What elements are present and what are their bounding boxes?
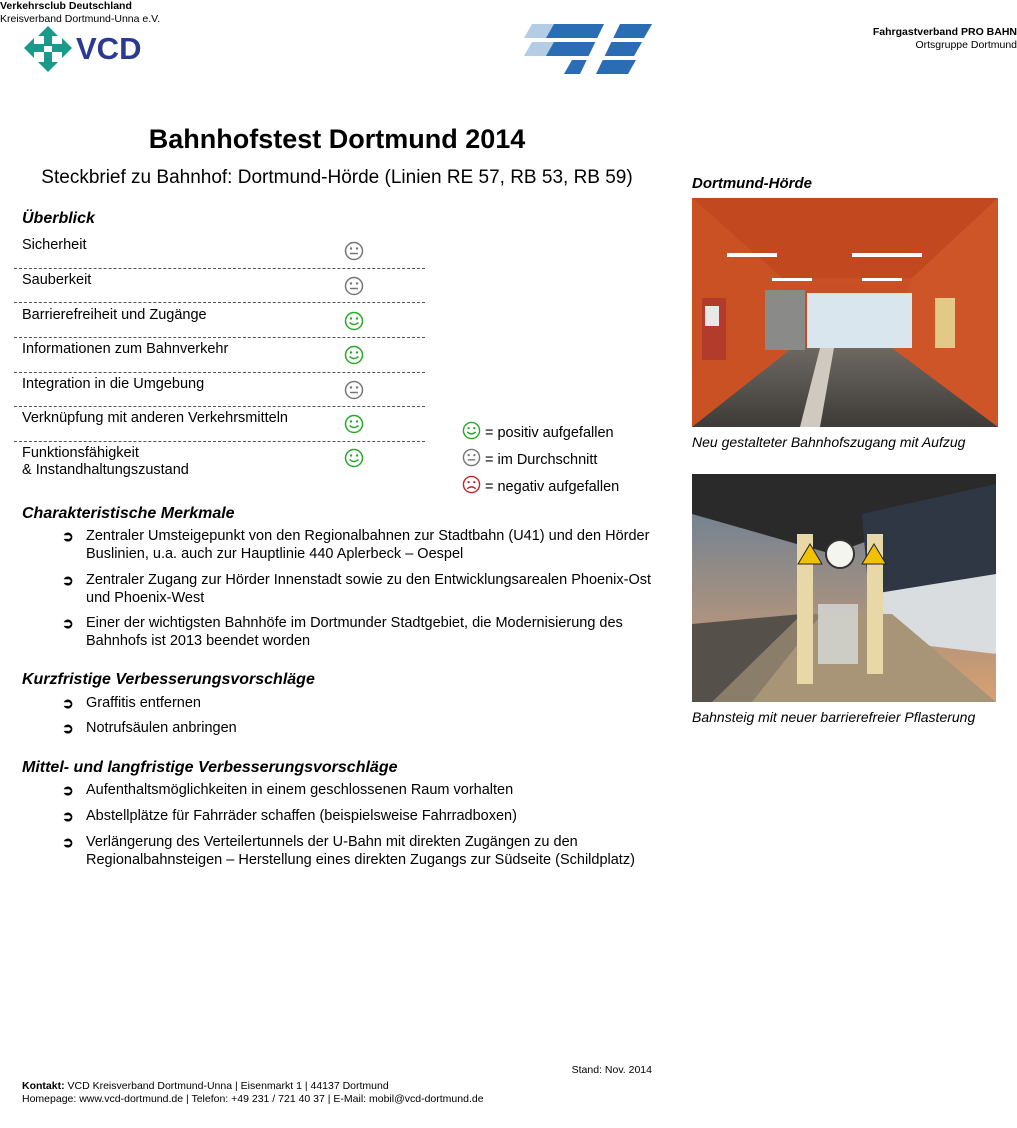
arrow-right-circle-icon: ➲ bbox=[62, 720, 74, 736]
photo-station-entrance bbox=[692, 198, 998, 427]
arrow-right-circle-icon: ➲ bbox=[62, 572, 74, 588]
features-heading: Charakteristische Merkmale bbox=[22, 505, 235, 522]
smiley-happy-icon bbox=[462, 421, 481, 444]
smiley-sad-icon bbox=[462, 475, 481, 498]
probahn-logo bbox=[524, 22, 654, 76]
list-item-text: Notrufsäulen anbringen bbox=[86, 720, 237, 736]
photo-platform bbox=[692, 474, 996, 702]
arrow-right-circle-icon: ➲ bbox=[62, 615, 74, 631]
short-term-heading: Kurzfristige Verbesserungsvorschläge bbox=[22, 671, 315, 688]
list-item-text: Abstellplätze für Fahrräder schaffen (beispielsweise Fahrradboxen) bbox=[86, 808, 517, 824]
page-subtitle: Steckbrief zu Bahnhof: Dortmund-Hörde (Linien RE 57, RB 53, RB 59) bbox=[41, 167, 633, 188]
photo-caption-2: Bahnsteig mit neuer barrierefreier Pflasterung bbox=[692, 709, 976, 725]
list-item bbox=[62, 720, 657, 738]
list-item bbox=[62, 834, 657, 869]
smiley-happy-icon bbox=[344, 311, 364, 336]
legend-neutral-text: = im Durchschnitt bbox=[485, 451, 598, 468]
legend-negative bbox=[462, 475, 619, 498]
list-item bbox=[62, 695, 657, 713]
stand-date: Stand: Nov. 2014 bbox=[571, 1064, 652, 1076]
overview-label: Informationen zum Bahnverkehr bbox=[22, 341, 229, 357]
list-item-text: Zentraler Zugang zur Hörder Innenstadt sowie zu den Entwicklungsarealen Phoenix-Ost und Phoenix-West bbox=[86, 572, 651, 606]
vcd-org-block bbox=[0, 0, 1017, 26]
smiley-neutral-icon bbox=[344, 380, 364, 405]
table-row bbox=[14, 443, 425, 483]
legend-neutral bbox=[462, 448, 597, 471]
smiley-neutral-icon bbox=[344, 276, 364, 301]
legend-positive-text: = positiv aufgefallen bbox=[485, 424, 614, 441]
vcd-org-sub: Kreisverband Dortmund-Unna e.V. bbox=[0, 13, 161, 25]
list-item bbox=[62, 782, 657, 800]
table-row bbox=[14, 270, 425, 303]
vcd-logo bbox=[22, 24, 162, 74]
long-term-heading: Mittel- und langfristige Verbesserungsvorschläge bbox=[22, 759, 398, 776]
overview-heading: Überblick bbox=[22, 210, 95, 227]
probahn-org-sub: Ortsgruppe Dortmund bbox=[915, 39, 1017, 51]
list-item-text: Verlängerung des Verteilertunnels der U-Bahn mit direkten Zugängen zu den Regionalbahnsteigen – Herstellung eines direkten Zugangs zur Südseite (Schildplatz) bbox=[86, 834, 635, 868]
list-item bbox=[62, 528, 657, 563]
list-item-text: Aufenthaltsmöglichkeiten in einem geschlossenen Raum vorhalten bbox=[86, 782, 514, 798]
vcd-org-name: Verkehrsclub Deutschland bbox=[0, 0, 132, 12]
overview-label: Barrierefreiheit und Zugänge bbox=[22, 307, 207, 323]
list-item bbox=[62, 615, 657, 650]
photo-caption-1: Neu gestalteter Bahnhofszugang mit Aufzug bbox=[692, 434, 966, 450]
footer-contact-text: VCD Kreisverband Dortmund-Unna | Eisenmarkt 1 | 44137 Dortmund bbox=[64, 1080, 389, 1092]
arrow-right-circle-icon: ➲ bbox=[62, 808, 74, 824]
list-item-text: Zentraler Umsteigepunkt von den Regionalbahnen zur Stadtbahn (U41) und den Hörder Buslinien, u.a. auch zur Hauptlinie 440 Aplerbeck – Oespel bbox=[86, 528, 650, 562]
overview-label: Integration in die Umgebung bbox=[22, 376, 205, 392]
list-item bbox=[62, 808, 657, 826]
table-row bbox=[14, 374, 425, 407]
overview-label: Funktionsfähigkeit & Instandhaltungszustand bbox=[22, 445, 189, 478]
list-item-text: Einer der wichtigsten Bahnhöfe im Dortmunder Stadtgebiet, die Modernisierung des Bahnhofs ist 2013 beendet worden bbox=[86, 615, 623, 649]
vcd-logo-text: VCD bbox=[76, 31, 142, 66]
footer-contact bbox=[22, 1080, 389, 1093]
table-row bbox=[14, 408, 425, 442]
table-row bbox=[14, 305, 425, 338]
arrow-right-circle-icon: ➲ bbox=[62, 695, 74, 711]
arrow-right-circle-icon: ➲ bbox=[62, 528, 74, 544]
smiley-neutral-icon bbox=[344, 241, 364, 266]
probahn-org-name: Fahrgastverband PRO BAHN bbox=[872, 26, 1017, 38]
smiley-neutral-icon bbox=[462, 448, 481, 471]
page-title: Bahnhofstest Dortmund 2014 bbox=[148, 124, 526, 154]
overview-label: Sicherheit bbox=[22, 237, 87, 253]
list-item bbox=[62, 572, 657, 607]
table-row bbox=[14, 339, 425, 373]
overview-label: Verknüpfung mit anderen Verkehrsmitteln bbox=[22, 410, 288, 426]
table-row bbox=[14, 235, 425, 269]
overview-label: Sauberkeit bbox=[22, 272, 92, 288]
legend-negative-text: = negativ aufgefallen bbox=[485, 478, 620, 495]
smiley-happy-icon bbox=[344, 345, 364, 370]
footer-contact-label: Kontakt: bbox=[22, 1080, 65, 1092]
arrow-right-circle-icon: ➲ bbox=[62, 782, 74, 798]
legend-positive bbox=[462, 421, 614, 444]
photos-heading: Dortmund-Hörde bbox=[692, 175, 812, 192]
footer-homepage: Homepage: www.vcd-dortmund.de | Telefon: +49 231 / 721 40 37 | E-Mail: mobil@vcd-dortmund.de bbox=[22, 1093, 484, 1105]
smiley-happy-icon bbox=[344, 414, 364, 439]
list-item-text: Graffitis entfernen bbox=[86, 695, 201, 711]
arrow-right-circle-icon: ➲ bbox=[62, 834, 74, 850]
smiley-happy-icon bbox=[344, 448, 364, 473]
